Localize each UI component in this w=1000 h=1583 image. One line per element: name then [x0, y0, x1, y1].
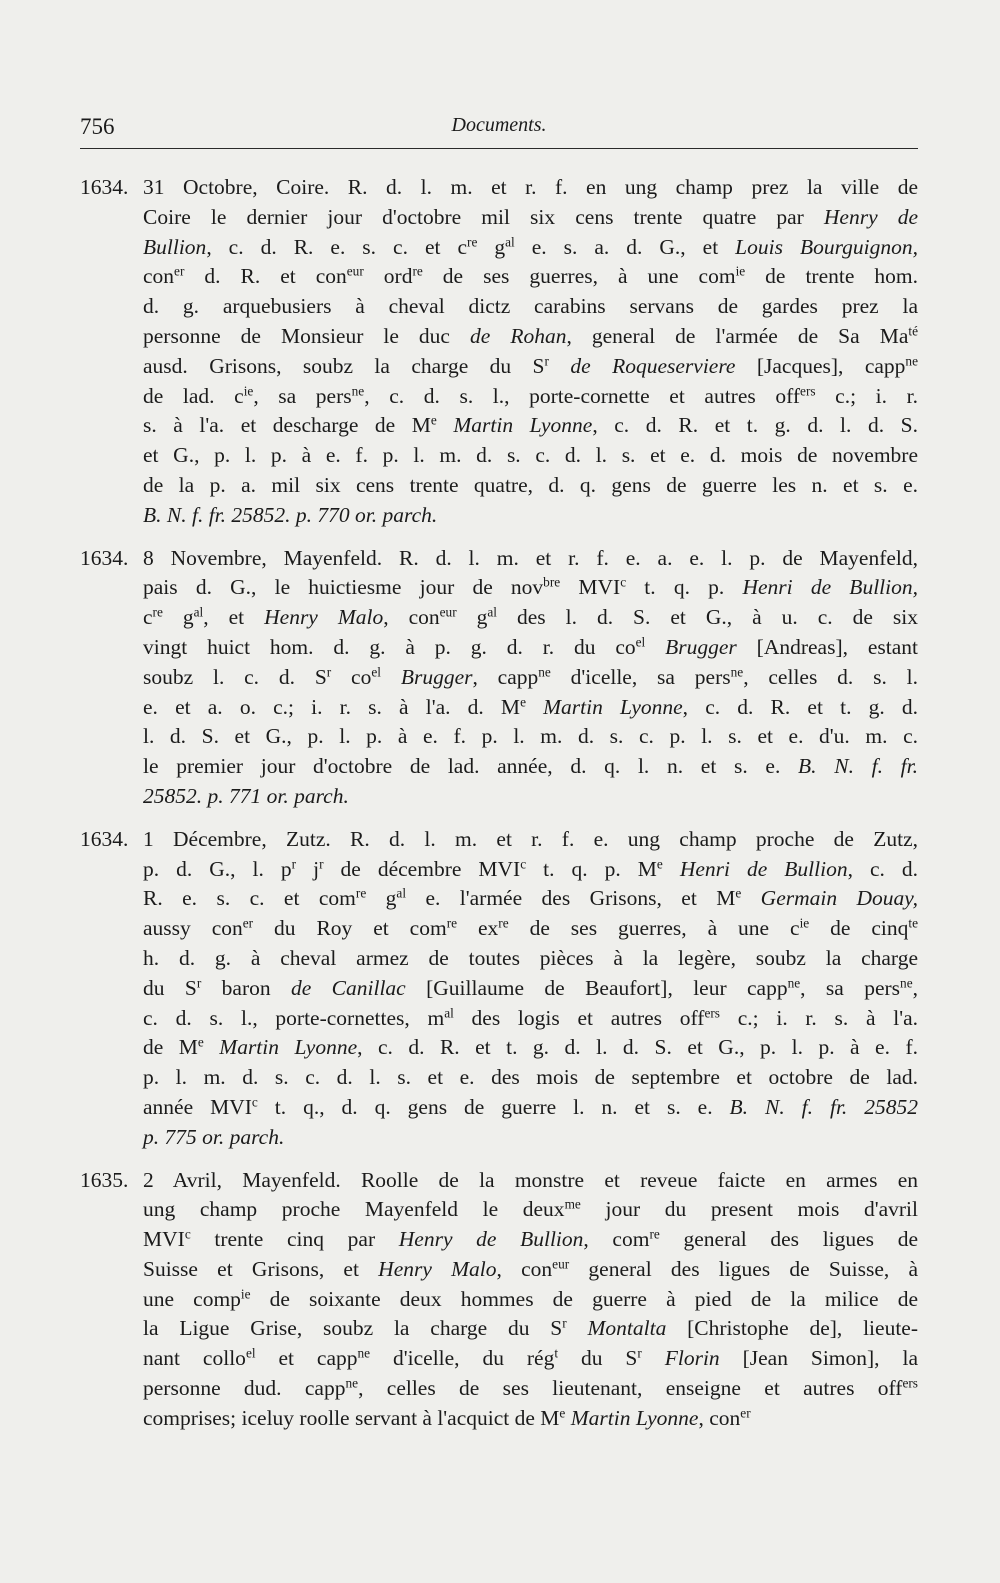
text-run: , c. d. R. e. s. c. et c [206, 234, 467, 259]
abbreviation-superscript: ie [240, 1286, 251, 1302]
text-run: , c. d. R. et t. g. d. l. d. S. et G., p. l. p. à e. f. [357, 1035, 918, 1060]
text-run: t. q., d. q. gens de guerre l. n. et s. e. [257, 1094, 730, 1119]
abbreviation-superscript: té [908, 323, 918, 339]
text-line [143, 1344, 918, 1374]
text-line [143, 1404, 918, 1434]
text-line [143, 292, 918, 322]
italic-name: Henry Malo [378, 1256, 497, 1281]
text-run: de lad. c [143, 383, 244, 408]
document-body [80, 173, 918, 1447]
text-run: de ses guerres, à une c [508, 916, 800, 941]
text-run [741, 886, 760, 910]
text-line [143, 382, 918, 412]
text-run: jour du present mois d'avril [580, 1197, 918, 1222]
abbreviation-superscript: ne [730, 664, 744, 680]
text-line [143, 974, 918, 1004]
text-run: [Guillaume de Beaufort], leur capp [405, 975, 788, 1000]
text-run: une comp [143, 1286, 241, 1311]
abbreviation-superscript: re [355, 886, 367, 901]
abbreviation-superscript: re [498, 915, 509, 931]
text-run [526, 695, 543, 719]
abbreviation-superscript: re [649, 1226, 660, 1242]
abbreviation-superscript: al [396, 886, 407, 901]
text-run: année MVI [143, 1094, 252, 1119]
document-entry [80, 825, 918, 1153]
text-line [143, 1285, 918, 1315]
text-run: , et [203, 605, 265, 630]
text-run: baron [201, 975, 291, 1000]
text-run: personne de Monsieur le duc [143, 323, 471, 348]
text-run: g [162, 605, 194, 630]
text-line [143, 262, 918, 292]
abbreviation-superscript: eur [552, 1256, 570, 1272]
abbreviation-superscript: c [520, 856, 527, 872]
abbreviation-superscript: e [197, 1034, 204, 1050]
text-run: du S [558, 1346, 638, 1371]
text-run: t. q. p. [626, 575, 743, 600]
text-line [143, 1093, 918, 1123]
italic-name: Henry de Bullion [398, 1227, 584, 1252]
italic-name: B. N. f. fr. 25852. p. 770 or. parch. [143, 502, 438, 527]
italic-name: Bullion [143, 234, 207, 259]
text-run: h. d. g. à cheval armez de toutes pièces à la legère, soubz la charge [143, 945, 918, 970]
abbreviation-superscript: r [319, 856, 324, 872]
italic-name: Henry Malo [264, 605, 384, 630]
text-run: g [477, 234, 506, 259]
abbreviation-superscript: e [656, 856, 663, 872]
italic-name: de Roqueserviere [570, 353, 736, 378]
text-run: de cinq [809, 916, 909, 941]
text-run: MVI [560, 575, 621, 600]
text-run: e. l'armée des Grisons, et M [406, 886, 736, 911]
text-run: d. g. arquebusiers à cheval dictz carabins servans de gardes prez la [143, 294, 918, 319]
abbreviation-superscript: r [291, 856, 297, 872]
text-line [143, 782, 918, 812]
text-run: , con [383, 605, 440, 630]
italic-name: Martin Lyonne [453, 413, 593, 438]
italic-name: Henry de [823, 204, 918, 229]
running-head: Documents. [451, 114, 547, 136]
text-run: le premier jour d'octobre de lad. année, d. q. l. n. et s. e. [143, 754, 799, 779]
text-run: , c. d. R. et t. g. d. [682, 694, 918, 719]
text-line [143, 663, 918, 693]
abbreviation-superscript: er [242, 915, 254, 931]
abbreviation-superscript: eur [346, 264, 364, 280]
abbreviation-superscript: e [559, 1405, 566, 1421]
text-line [143, 825, 918, 855]
abbreviation-superscript: ie [735, 264, 746, 280]
text-line [143, 722, 918, 752]
text-run [437, 413, 454, 437]
text-run: c. d. s. l., porte-cornettes, m [143, 1005, 445, 1030]
abbreviation-superscript: ers [800, 383, 816, 399]
text-run: Coire le dernier jour d'octobre mil six cens trente quatre par [143, 204, 824, 229]
text-run: des l. d. S. et G., à u. c. de six [497, 605, 918, 630]
text-run: t. q. p. M [526, 856, 657, 881]
abbreviation-superscript: c [620, 575, 627, 591]
abbreviation-superscript: te [908, 915, 918, 931]
text-run: 1 Décembre, Zutz. R. d. l. m. et r. f. e. ung champ proche de Zutz, [143, 826, 918, 851]
abbreviation-superscript: r [637, 1345, 642, 1361]
abbreviation-superscript: re [446, 915, 458, 931]
text-run [204, 1035, 219, 1059]
text-run: aussy con [143, 916, 243, 941]
text-run [549, 354, 570, 378]
text-line [143, 322, 918, 352]
text-run: ord [363, 264, 413, 289]
text-line [143, 1004, 918, 1034]
text-run: , celles d. s. l. [743, 664, 918, 689]
text-run: , con [698, 1405, 741, 1430]
text-run: co [331, 664, 372, 689]
text-line [143, 411, 918, 441]
page-number: 756 [80, 114, 115, 139]
italic-name: 25852. p. 771 or. parch. [143, 783, 349, 808]
text-run: , general de l'armée de Sa Ma [566, 323, 909, 348]
italic-name: Brugger [400, 664, 473, 689]
text-line [143, 1123, 918, 1153]
abbreviation-superscript: ne [351, 383, 365, 399]
abbreviation-superscript: el [371, 664, 381, 680]
text-line [143, 203, 918, 233]
text-run: de la p. a. mil six cens trente quatre, d. q. gens de guerre les n. et s. e. [143, 472, 918, 497]
text-run: s. à l'a. et descharge de M [143, 413, 431, 438]
text-run: et G., p. l. p. à e. f. p. l. m. d. s. c. d. l. s. et e. d. mois de novembre [143, 443, 918, 468]
text-line [143, 1195, 918, 1225]
text-run: [Christophe de], lieute- [666, 1316, 918, 1341]
text-run: , c. d. R. et t. g. d. l. d. S. [592, 413, 918, 438]
text-run: de M [143, 1035, 198, 1060]
text-run: l. d. S. et G., p. l. p. à e. f. p. l. m. d. s. c. p. l. s. et e. d'u. m. c. [143, 724, 918, 749]
abbreviation-superscript: e [735, 886, 742, 901]
text-run: 2 Avril, Mayenfeld. Roolle de la monstre et reveue faicte en armes en [143, 1167, 918, 1192]
text-run: vingt huict hom. d. g. à p. g. d. r. du co [143, 634, 636, 659]
italic-name: B. N. f. fr. [798, 754, 918, 779]
abbreviation-superscript: r [196, 975, 202, 991]
text-line [143, 1063, 918, 1093]
text-line [143, 752, 918, 782]
entry-year: 1635. [80, 1167, 129, 1192]
text-line [143, 855, 918, 885]
text-run: p. l. m. d. s. c. d. l. s. et e. des mois de septembre et octobre de lad. [143, 1065, 918, 1090]
entry-year: 1634. [80, 175, 129, 199]
abbreviation-superscript: ne [905, 353, 918, 369]
abbreviation-superscript: el [245, 1345, 256, 1361]
text-run: comprises; iceluy roolle servant à l'acquict de M [143, 1405, 560, 1430]
italic-name: Martin Lyonne [543, 694, 683, 719]
text-line [143, 884, 918, 914]
text-run: general des ligues de [659, 1227, 918, 1252]
abbreviation-superscript: re [152, 604, 163, 620]
italic-name: Martin Lyonne [219, 1035, 358, 1060]
text-line [143, 471, 918, 501]
text-line [143, 1166, 918, 1196]
text-line [143, 944, 918, 974]
text-run: la Ligue Grise, soubz la charge du S [143, 1316, 563, 1341]
header-rule [80, 148, 918, 149]
text-line [143, 693, 918, 723]
text-run: general des ligues de Suisse, à [569, 1256, 918, 1281]
text-line [143, 1374, 918, 1404]
document-entry [80, 173, 918, 531]
text-run: , con [496, 1256, 553, 1281]
text-run: , c. d. s. l., porte-cornette et autres off [364, 383, 801, 408]
text-line [143, 441, 918, 471]
text-run: g [456, 605, 488, 630]
abbreviation-superscript: eur [439, 604, 457, 620]
text-run: , [912, 975, 918, 1000]
text-run: d'icelle, sa pers [550, 664, 731, 689]
text-run [381, 665, 401, 689]
text-run: [Jean Simon], la [719, 1346, 918, 1371]
text-run: MVI [143, 1227, 185, 1252]
italic-name: Martin Lyonne [570, 1405, 699, 1430]
entry-year: 1634. [80, 826, 129, 851]
text-run: ung champ proche Mayenfeld le deux [143, 1197, 565, 1222]
abbreviation-superscript: c [251, 1094, 258, 1110]
text-run: du Roy et com [253, 916, 447, 941]
text-run [645, 635, 665, 659]
italic-name: Louis Bourguignon, [735, 234, 918, 259]
abbreviation-superscript: re [467, 234, 478, 250]
abbreviation-superscript: e [430, 413, 437, 429]
italic-name: p. 775 or. parch. [143, 1124, 285, 1149]
abbreviation-superscript: ie [243, 383, 254, 399]
italic-name: Montalta [587, 1316, 667, 1341]
text-run: d'icelle, du rég [370, 1346, 555, 1371]
text-run: c [143, 605, 153, 630]
text-run: 31 Octobre, Coire. R. d. l. m. et r. f. en ung champ prez la ville de [143, 175, 918, 199]
text-line [143, 1255, 918, 1285]
text-run: , celles de ses lieutenant, enseigne et autres off [358, 1376, 903, 1401]
italic-name: Germain Douay, [760, 886, 919, 911]
abbreviation-superscript: ie [799, 915, 810, 931]
text-run: soubz l. c. d. S [143, 664, 327, 689]
text-run: , capp [472, 664, 539, 689]
abbreviation-superscript: ne [787, 975, 801, 991]
text-line [143, 633, 918, 663]
text-run: 8 Novembre, Mayenfeld. R. d. l. m. et r. f. e. a. e. l. p. de Mayenfeld, [143, 545, 918, 570]
text-run: d. R. et con [184, 264, 347, 289]
abbreviation-superscript: bre [543, 575, 561, 591]
abbreviation-superscript: r [326, 664, 332, 680]
text-run [567, 1316, 588, 1340]
text-run: nant collo [143, 1346, 246, 1371]
abbreviation-superscript: e [520, 694, 526, 710]
text-run: , sa pers [800, 975, 901, 1000]
text-run [642, 1346, 665, 1370]
abbreviation-superscript: er [174, 264, 185, 280]
text-run: c.; i. r. [815, 383, 918, 408]
text-run: du S [143, 975, 197, 1000]
text-run: p. d. G., l. p [143, 856, 292, 881]
text-run: personne dud. capp [143, 1376, 346, 1401]
text-run: , com [583, 1227, 650, 1252]
italic-name: Henri de Bullion, [742, 575, 918, 600]
text-run: , c. d. [847, 856, 919, 881]
abbreviation-superscript: me [564, 1196, 581, 1212]
text-run: de décembre MVI [323, 856, 521, 881]
text-line [143, 573, 918, 603]
text-run: , sa pers [253, 383, 352, 408]
entry-year: 1634. [80, 545, 129, 570]
text-line [143, 544, 918, 574]
text-run: des logis et autres off [453, 1005, 705, 1030]
text-run: ausd. Grisons, soubz la charge du S [143, 353, 545, 378]
text-line [143, 603, 918, 633]
abbreviation-superscript: r [544, 353, 549, 369]
page-header [80, 114, 918, 144]
text-run: ex [457, 916, 499, 941]
text-run: e. s. a. d. G., et [514, 234, 736, 259]
abbreviation-superscript: al [505, 234, 515, 250]
text-run: e. et a. o. c.; i. r. s. à l'a. d. M [143, 694, 521, 719]
abbreviation-superscript: el [635, 634, 646, 650]
text-run: R. e. s. c. et com [143, 886, 356, 911]
text-run: Suisse et Grisons, et [143, 1256, 379, 1281]
text-line [143, 352, 918, 382]
text-line [143, 233, 918, 263]
abbreviation-superscript: ne [357, 1345, 371, 1361]
abbreviation-superscript: al [487, 604, 498, 620]
text-line [143, 1314, 918, 1344]
text-line [143, 1225, 918, 1255]
text-line [143, 914, 918, 944]
italic-name: Brugger [665, 634, 737, 659]
text-run: de trente hom. [745, 264, 918, 289]
abbreviation-superscript: ne [345, 1375, 359, 1391]
abbreviation-superscript: al [193, 604, 204, 620]
text-run: [Andreas], estant [736, 634, 919, 659]
text-run: j [296, 856, 320, 881]
abbreviation-superscript: ers [704, 1005, 720, 1021]
abbreviation-superscript: c [184, 1226, 191, 1242]
abbreviation-superscript: ne [900, 975, 913, 991]
abbreviation-superscript: r [562, 1316, 567, 1332]
text-run: c.; i. r. s. à l'a. [720, 1005, 918, 1030]
text-run: g [366, 886, 397, 911]
text-run: [Jacques], capp [735, 353, 906, 378]
text-run: con [143, 264, 175, 289]
text-line [143, 173, 918, 203]
text-line [143, 1033, 918, 1063]
italic-name: de Canillac [291, 975, 406, 1000]
text-run [663, 857, 680, 881]
abbreviation-superscript: al [444, 1005, 454, 1021]
text-run: de ses guerres, à une com [422, 264, 736, 289]
abbreviation-superscript: er [740, 1405, 751, 1421]
text-line [143, 501, 918, 531]
document-entry [80, 1166, 918, 1434]
text-run: et capp [255, 1346, 358, 1371]
italic-name: B. N. f. fr. 25852 [729, 1094, 919, 1119]
italic-name: Florin [664, 1346, 720, 1371]
abbreviation-superscript: ers [902, 1375, 918, 1391]
text-run: trente cinq par [190, 1227, 399, 1252]
document-entry [80, 544, 918, 812]
abbreviation-superscript: t [554, 1345, 559, 1361]
text-run: pais d. G., le huictiesme jour de nov [143, 575, 544, 600]
text-run: de soixante deux hommes de guerre à pied de la milice de [250, 1286, 918, 1311]
abbreviation-superscript: re [412, 264, 423, 280]
italic-name: de Rohan [470, 323, 567, 348]
italic-name: Henri de Bullion [679, 856, 848, 881]
abbreviation-superscript: ne [538, 664, 551, 680]
